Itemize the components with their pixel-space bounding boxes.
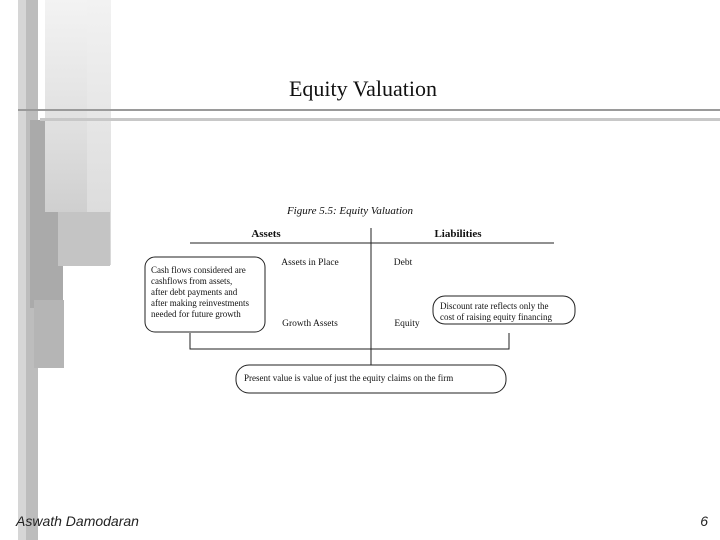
cash-flow-note-line: after debt payments and: [151, 287, 238, 297]
debt-label: Debt: [393, 258, 413, 268]
cash-flow-note-line: cashflows from assets,: [151, 276, 233, 286]
page-number: 6: [700, 513, 708, 529]
assets-header: Assets: [251, 228, 281, 240]
cash-flow-note-line: Cash flows considered are: [151, 265, 246, 275]
equity-label: Equity: [394, 319, 420, 329]
cash-flow-note-line: after making reinvestments: [151, 298, 249, 308]
discount-note-line: cost of raising equity financing: [440, 312, 552, 322]
growth-assets-label: Growth Assets: [282, 319, 338, 329]
author-footer: Aswath Damodaran: [16, 513, 139, 529]
slide-title: Equity Valuation: [288, 76, 438, 101]
assets-in-place-label: Assets in Place: [281, 258, 339, 268]
figure-caption: Figure 5.5: Equity Valuation: [286, 205, 414, 217]
present-value-note: Present value is value of just the equity claims on the firm: [244, 373, 454, 383]
cash-flow-note-line: needed for future growth: [151, 309, 241, 319]
liabilities-header: Liabilities: [434, 228, 482, 240]
equity-bracket: [190, 333, 509, 349]
discount-note-line: Discount rate reflects only the: [440, 301, 549, 311]
cash-flow-note: [151, 265, 249, 319]
